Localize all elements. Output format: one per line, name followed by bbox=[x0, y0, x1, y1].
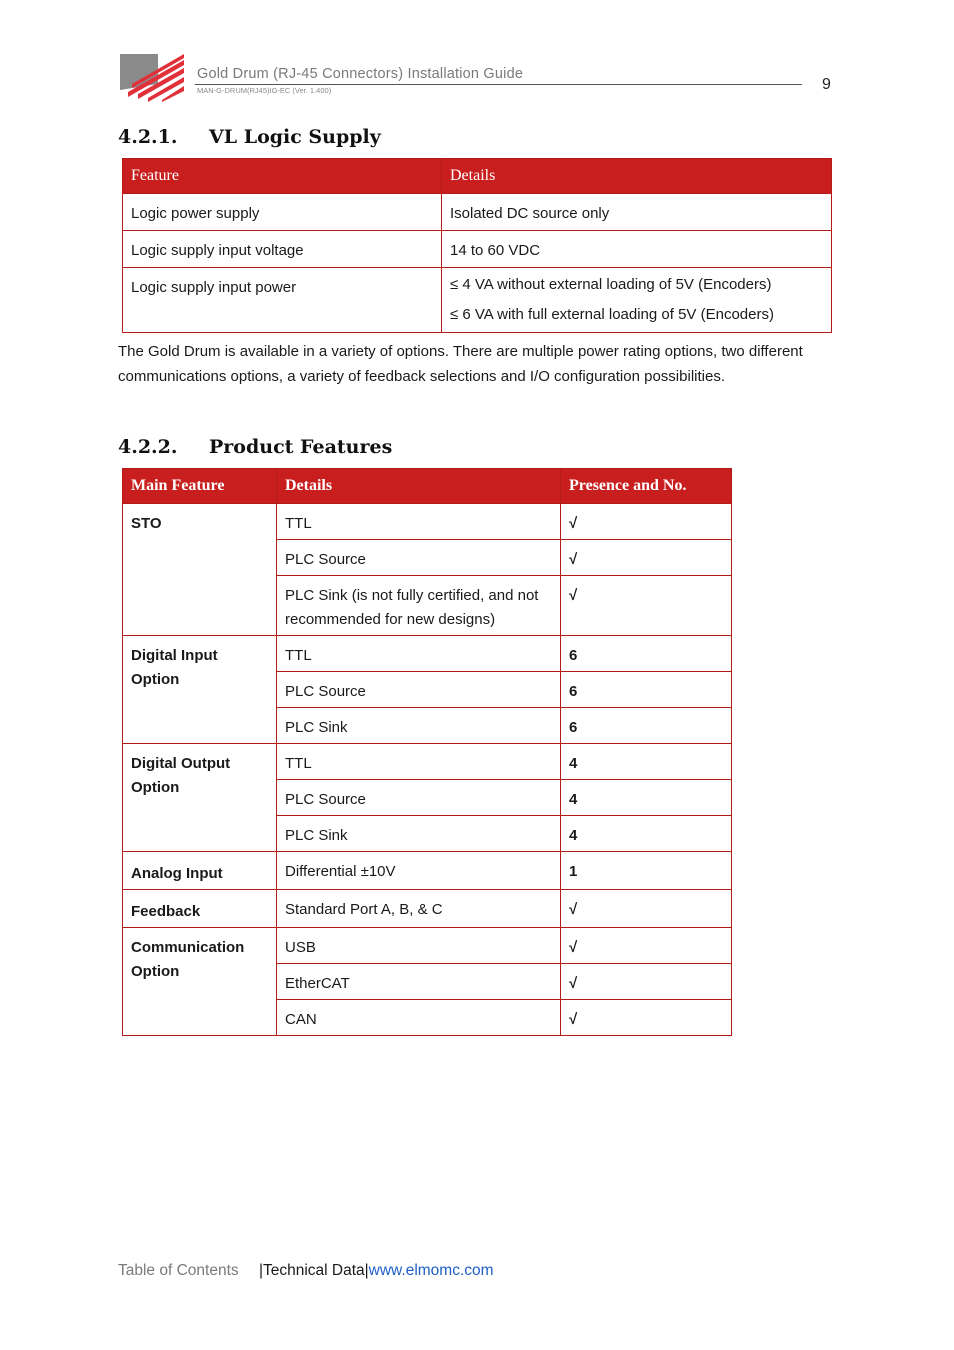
main-feature-cell: Digital Input Option bbox=[123, 636, 277, 744]
header-cell: Details bbox=[442, 159, 832, 194]
table-row bbox=[123, 890, 732, 928]
table-row bbox=[123, 636, 732, 672]
details-cell: TTL bbox=[277, 636, 561, 672]
details-cell: PLC Source bbox=[277, 780, 561, 816]
presence-cell: √ bbox=[561, 1000, 732, 1036]
footer-toc-link[interactable]: Table of Contents bbox=[118, 1262, 239, 1279]
table-header-row bbox=[123, 159, 832, 194]
feature-cell: Logic power supply bbox=[123, 194, 442, 231]
company-logo bbox=[118, 54, 186, 102]
table-row bbox=[123, 928, 732, 964]
details-line: ≤ 6 VA with full external loading of 5V (Encoders) bbox=[450, 306, 774, 323]
details-cell: Isolated DC source only bbox=[442, 194, 832, 231]
details-cell: Differential ±10V bbox=[277, 852, 561, 890]
section-title: VL Logic Supply bbox=[209, 126, 381, 148]
presence-cell: 4 bbox=[561, 780, 732, 816]
table-row bbox=[123, 194, 832, 231]
details-cell: CAN bbox=[277, 1000, 561, 1036]
details-cell bbox=[442, 268, 832, 333]
header-cell: Main Feature bbox=[123, 469, 277, 504]
product-features-table bbox=[122, 468, 732, 1036]
footer-section: |Technical Data| bbox=[258, 1262, 369, 1279]
presence-cell: 6 bbox=[561, 672, 732, 708]
table-row bbox=[123, 268, 832, 333]
main-feature-cell: Feedback bbox=[123, 890, 277, 928]
table-row bbox=[123, 504, 732, 540]
feature-cell: Logic supply input voltage bbox=[123, 231, 442, 268]
details-cell: PLC Source bbox=[277, 540, 561, 576]
details-cell: Standard Port A, B, & C bbox=[277, 890, 561, 928]
presence-cell: 1 bbox=[561, 852, 732, 890]
details-line: ≤ 4 VA without external loading of 5V (Encoders) bbox=[450, 276, 772, 293]
presence-cell: √ bbox=[561, 576, 732, 636]
header-cell: Feature bbox=[123, 159, 442, 194]
table-header-row bbox=[123, 469, 732, 504]
header-doc-code: MAN-G-DRUM(RJ45)IG-EC (Ver. 1.400) bbox=[197, 86, 332, 95]
details-cell: PLC Sink bbox=[277, 708, 561, 744]
vl-logic-supply-table bbox=[122, 158, 832, 333]
details-cell: EtherCAT bbox=[277, 964, 561, 1000]
presence-cell: √ bbox=[561, 504, 732, 540]
presence-cell: √ bbox=[561, 964, 732, 1000]
presence-cell: 6 bbox=[561, 708, 732, 744]
main-feature-cell: Digital Output Option bbox=[123, 744, 277, 852]
presence-cell: √ bbox=[561, 928, 732, 964]
details-cell: TTL bbox=[277, 504, 561, 540]
details-cell: PLC Sink (is not fully certified, and not recommended for new designs) bbox=[277, 576, 561, 636]
section-number: 4.2.2. bbox=[118, 436, 178, 458]
header-rule bbox=[195, 84, 802, 85]
header-cell: Details bbox=[277, 469, 561, 504]
header-title: Gold Drum (RJ-45 Connectors) Installation Guide bbox=[197, 66, 524, 82]
table-row bbox=[123, 744, 732, 780]
footer-website-link[interactable]: www.elmomc.com bbox=[368, 1262, 494, 1279]
presence-cell: √ bbox=[561, 540, 732, 576]
header-cell: Presence and No. bbox=[561, 469, 732, 504]
page-number: 9 bbox=[822, 76, 831, 93]
page-footer bbox=[118, 1262, 494, 1280]
presence-cell: 4 bbox=[561, 816, 732, 852]
section-heading-product-features bbox=[118, 436, 392, 458]
details-cell: USB bbox=[277, 928, 561, 964]
main-feature-cell: Communication Option bbox=[123, 928, 277, 1036]
feature-cell: Logic supply input power bbox=[123, 268, 442, 333]
details-cell: 14 to 60 VDC bbox=[442, 231, 832, 268]
section-heading-vl-logic-supply bbox=[118, 126, 381, 148]
section-title: Product Features bbox=[209, 436, 393, 458]
main-feature-cell: Analog Input bbox=[123, 852, 277, 890]
section-number: 4.2.1. bbox=[118, 126, 178, 148]
intro-paragraph: The Gold Drum is available in a variety of options. There are multiple power rating options, two different communications options, a variety of feedback selections and I/O configuration possibilities. bbox=[118, 343, 803, 385]
details-cell: TTL bbox=[277, 744, 561, 780]
presence-cell: √ bbox=[561, 890, 732, 928]
table-row bbox=[123, 231, 832, 268]
details-cell: PLC Source bbox=[277, 672, 561, 708]
details-cell: PLC Sink bbox=[277, 816, 561, 852]
presence-cell: 4 bbox=[561, 744, 732, 780]
table-row bbox=[123, 852, 732, 890]
presence-cell: 6 bbox=[561, 636, 732, 672]
main-feature-cell: STO bbox=[123, 504, 277, 636]
